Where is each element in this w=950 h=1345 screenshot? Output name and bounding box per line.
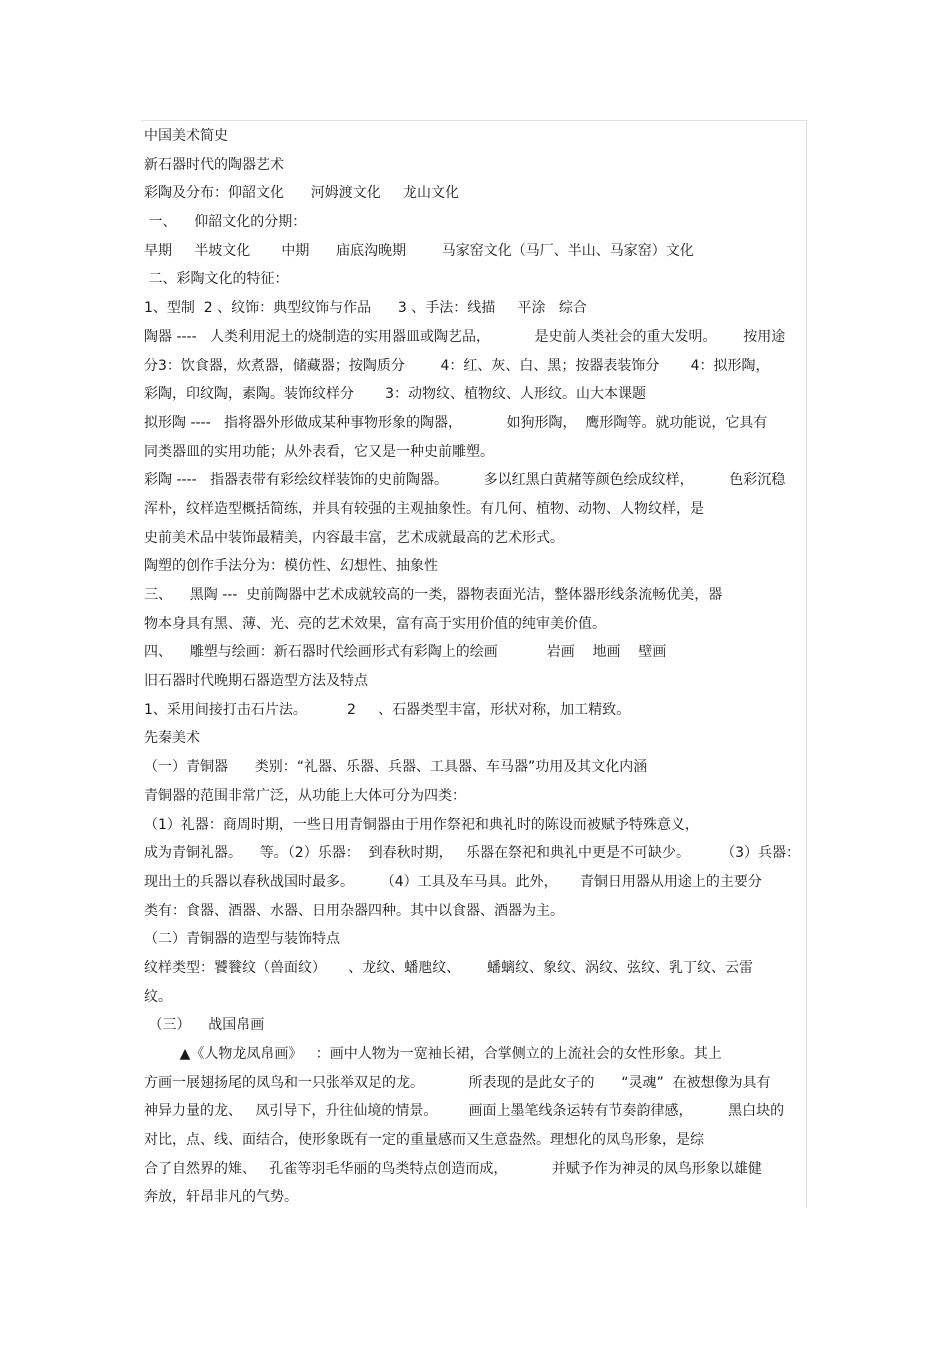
text-line: 纹。 [144,988,172,1005]
text-line: 对比，点、线、面结合，使形象既有一定的重量感而又生意盎然。理想化的凤鸟形象，是综 [144,1132,704,1149]
text-line: 中国美术简史 [144,128,228,144]
text-line: 先秦美术 [144,730,200,747]
text-line: 新石器时代的陶器艺术 [144,156,284,173]
text-line: 1、采用间接打击石片法。 2 、石器类型丰富，形状对称，加工精致。 [144,701,631,718]
text-line: （一）青铜器 类别：“礼器、乐器、兵器、工具器、车马器”功用及其文化内涵 [144,759,648,776]
text-line: 拟形陶 ---- 指将器外形做成某种事物形象的陶器， 如狗形陶， 鹰形陶等。就功能说，它具有 [144,414,768,431]
text-line: 现出土的兵器以春秋战国时最多。 （4）工具及车马具。此外， 青铜日用器从用途上的主要分 [144,873,762,890]
text-line: （二）青铜器的造型与装饰特点 [144,931,340,948]
text-line: 彩陶及分布：仰韶文化 河姆渡文化 龙山文化 [144,185,459,202]
text-line: 神异力量的龙、 凤引导下，升往仙境的情景。 画面上墨笔线条运转有节奏韵律感， 黑白块的 [144,1103,785,1120]
text-line: （三） 战国帛画 [144,1017,265,1034]
text-line: 陶器 ---- 人类利用泥土的烧制造的实用器皿或陶艺品， 是史前人类社会的重大发明。 按用途 [144,328,786,345]
text-line: 方画一展翅扬尾的凤鸟和一只张举双足的龙。 所表现的是此女子的 “灵魂” 在被想像为具有 [144,1074,771,1091]
text-line: 浑朴，纹样造型概括简练，并具有较强的主观抽象性。有几何、植物、动物、人物纹样，是 [144,500,704,517]
text-line: 1、型制 2 、纹饰：典型纹饰与作品 3 、手法：线描 平涂 综合 [144,300,587,317]
text-line: 分3：饮食器，炊煮器，储藏器；按陶质分 4：红、灰、白、黑；按器表装饰分 4：拟形陶， [144,357,770,374]
text-line: 一、 仰韶文化的分期： [144,214,307,231]
text-line: 史前美术品中装饰最精美，内容最丰富，艺术成就最高的艺术形式。 [144,529,564,546]
text-line: 成为青铜礼器。 等。（2）乐器： 到春秋时期， 乐器在祭祀和典礼中更是不可缺少。 （3）兵器： [144,845,801,862]
text-line: 彩陶，印纹陶，素陶。装饰纹样分 3：动物纹、植物纹、人形纹。山大本课题 [144,386,647,403]
text-line: （1）礼器：商周时期，一些日用青铜器由于用作祭祀和典礼时的陈设而被赋予特殊意义， [144,816,699,833]
text-line: 二、彩陶文化的特征： [144,271,289,288]
text-line: 同类器皿的实用功能；从外表看，它又是一种史前雕塑。 [144,443,494,460]
text-line: 物本身具有黑、薄、光、亮的艺术效果，富有高于实用价值的纯审美价值。 [144,615,606,632]
text-line: 早期 半坡文化 中期 庙底沟晚期 马家窑文化（马厂、半山、马家窑）文化 [144,242,694,259]
text-line: 青铜器的范围非常广泛，从功能上大体可分为四类： [144,787,466,804]
text-line: 纹样类型：饕餮纹（兽面纹） 、龙纹、蟠虺纹、 蟠螭纹、象纹、涡纹、弦纹、乳丁纹、云雷 [144,959,753,976]
text-line: 陶塑的创作手法分为：模仿性、幻想性、抽象性 [144,558,438,575]
text-line: 合了自然界的雉、 孔雀等羽毛华丽的鸟类特点创造而成， 并赋予作为神灵的凤鸟形象以雄健 [144,1160,762,1177]
text-line: 三、 黑陶 --- 史前陶器中艺术成就较高的一类，器物表面光洁，整体器形线条流畅优美，器 [144,587,723,603]
text-line: 彩陶 ---- 指器表带有彩绘纹样装饰的史前陶器。 多以红黑白黄赭等颜色绘成纹样， 色彩沉稳 [144,472,786,489]
text-line: 四、 雕塑与绘画：新石器时代绘画形式有彩陶上的绘画 岩画 地画 壁画 [144,644,667,661]
text-line: 旧石器时代晚期石器造型方法及特点 [144,673,368,690]
text-line: 类有：食器、酒器、水器、日用杂器四种。其中以食器、酒器为主。 [144,902,564,919]
document-body [144,122,810,1212]
text-line: ▲《人物龙凤帛画》 ：画中人物为一宽袖长裙，合掌侧立的上流社会的女性形象。其上 [144,1046,722,1062]
text-line: 奔放，轩昂非凡的气势。 [144,1189,298,1206]
